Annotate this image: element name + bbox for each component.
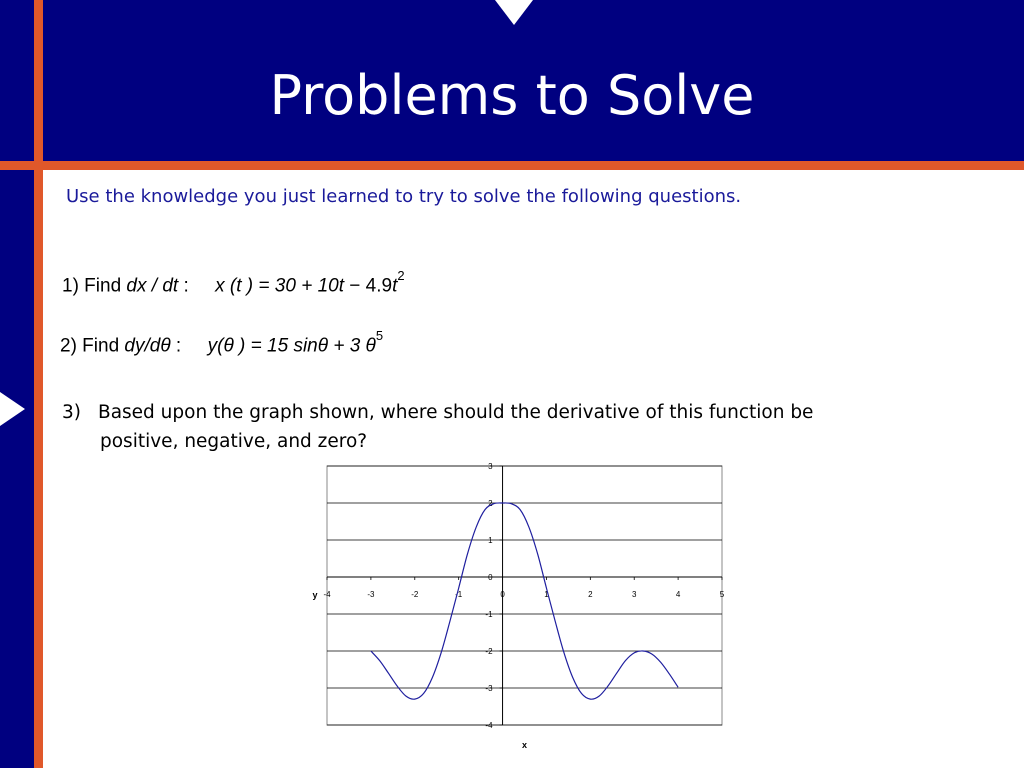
y-tick-label: -3 xyxy=(485,684,493,693)
function-graph xyxy=(300,458,740,758)
problem-1 xyxy=(62,268,405,297)
problem-2-target: dy/dθ xyxy=(124,335,171,357)
x-tick-label: 3 xyxy=(631,590,637,599)
x-tick-label: 2 xyxy=(588,590,593,599)
problem-2-exponent: 5 xyxy=(375,328,384,343)
x-tick-label: 4 xyxy=(675,590,681,599)
y-tick-label: 3 xyxy=(488,462,493,471)
problem-1-exponent: 2 xyxy=(397,268,405,283)
header-divider xyxy=(0,161,1024,170)
problem-1-t2: t xyxy=(392,275,398,297)
problem-3 xyxy=(62,398,942,456)
problem-1-lhs: x (t ) = 30 + 10 xyxy=(215,275,339,297)
problem-1-target: dx / dt xyxy=(126,275,179,297)
slide-title: Problems to Solve xyxy=(269,64,755,127)
y-tick-label: -4 xyxy=(485,721,493,730)
x-tick-label: -1 xyxy=(455,590,463,599)
x-tick-label: 5 xyxy=(719,590,725,599)
left-sidebar-band xyxy=(0,170,34,768)
problem-3-line-1: Based upon the graph shown, where should the derivative of this function be xyxy=(98,402,814,423)
y-tick-label: -1 xyxy=(485,610,493,619)
problem-3-number: 3) xyxy=(62,402,81,423)
x-axis-title: x xyxy=(522,740,528,750)
intro-text: Use the knowledge you just learned to try to solve the following questions. xyxy=(66,186,742,207)
problem-2-sep: : xyxy=(170,335,182,357)
problem-2-lead: 2) Find xyxy=(60,335,125,357)
problem-1-mid: − 4.9 xyxy=(344,275,393,297)
y-tick-label: -2 xyxy=(485,647,493,656)
x-tick-label: -2 xyxy=(411,590,419,599)
problem-1-t1: t xyxy=(338,275,344,297)
x-tick-label: -3 xyxy=(367,590,375,599)
y-tick-label: 1 xyxy=(488,536,493,545)
x-tick-label: -4 xyxy=(323,590,331,599)
problem-2-rhs: 15 sinθ + 3 θ xyxy=(267,335,376,357)
problem-2 xyxy=(60,328,384,357)
problem-2-lhs: y(θ ) = xyxy=(207,335,268,357)
y-tick-label: 0 xyxy=(488,573,493,582)
problem-1-lead: 1) Find xyxy=(62,275,127,297)
y-axis-title: y xyxy=(312,590,318,600)
left-accent-line xyxy=(34,0,43,768)
right-triangle-icon xyxy=(0,392,25,426)
problem-1-sep: : xyxy=(178,275,189,297)
x-tick-label: 0 xyxy=(500,590,505,599)
down-triangle-icon xyxy=(495,0,533,25)
x-tick-label: 1 xyxy=(544,590,549,599)
y-tick-label: 2 xyxy=(488,499,493,508)
problem-3-line-2: positive, negative, and zero? xyxy=(100,431,368,452)
plot-area xyxy=(327,466,722,725)
